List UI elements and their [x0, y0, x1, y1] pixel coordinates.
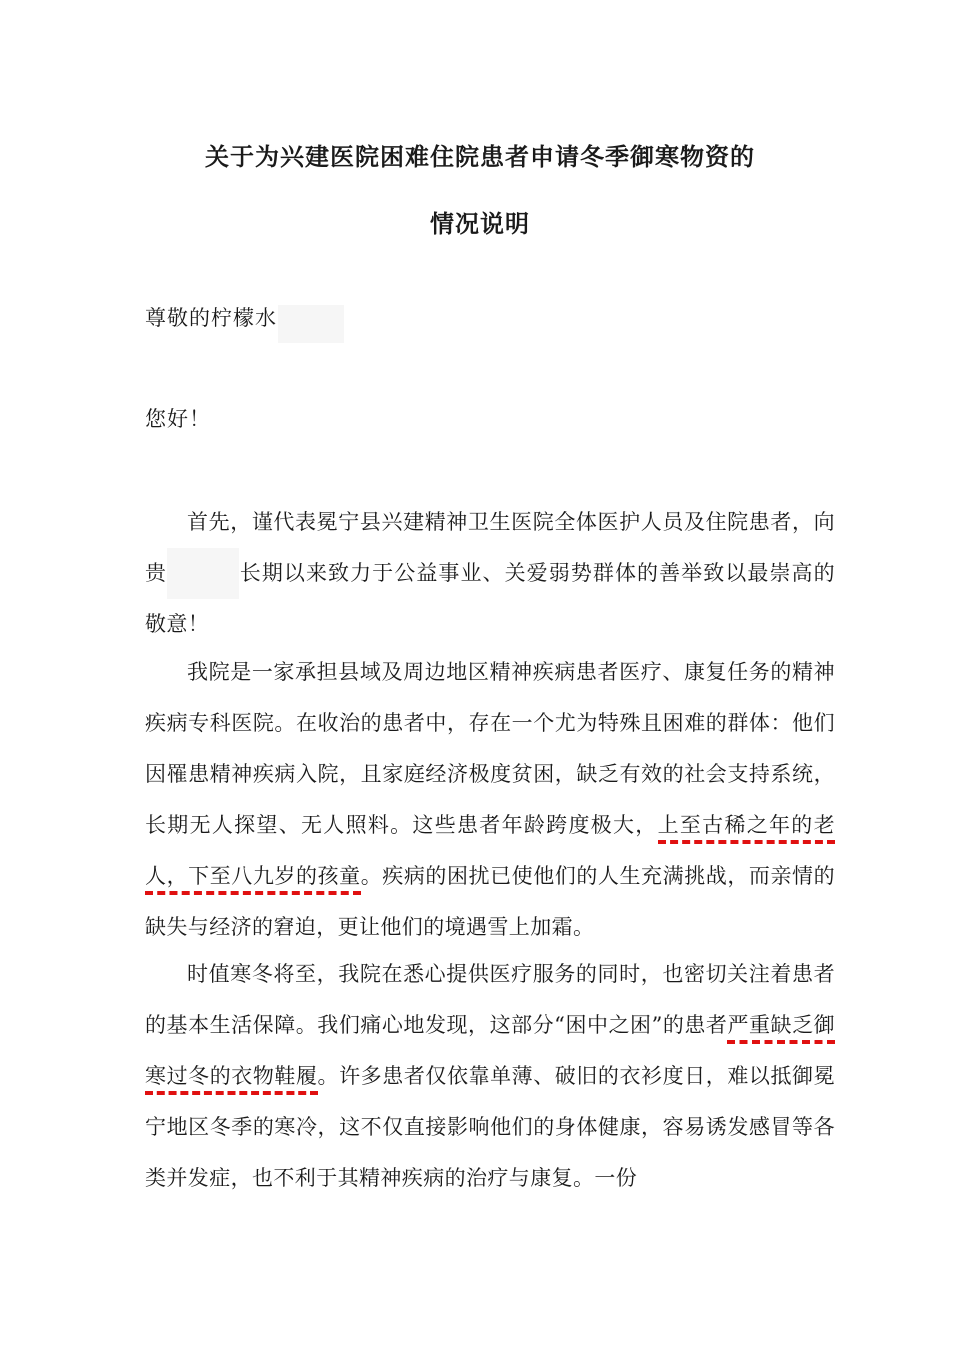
document-title-line1: 关于为兴建医院困难住院患者申请冬季御寒物资的 [205, 143, 755, 171]
paragraph-1-text-b: 长期以来致力于公益事业、关爱弱势群体的善举致以最崇高的敬意！ [145, 561, 835, 636]
paragraph-1-text-a: 首先，谨代表冕宁县兴建精神卫生医院全体医护人员及住院患者，向贵 [145, 510, 835, 585]
underlined-phrase: 上至古稀之年的老人，下至八九岁的孩童 [145, 813, 835, 895]
paragraph-1 [145, 497, 835, 650]
paragraph-2-text-b: 。疾病的困扰已使他们的人生充满挑战，而亲情的缺失与经济的窘迫，更让他们的境遇雪上加霜。 [145, 864, 835, 939]
paragraph-2-text-a: 我院是一家承担县域及周边地区精神疾病患者医疗、康复任务的精神疾病专科医院。在收治的患者中，存在一个尤为特殊且困难的群体：他们因罹患精神疾病入院，且家庭经济极度贫困，缺乏有效的社会支持系统，长期无人探望、无人照料。这些患者年龄跨度极大， [145, 660, 835, 837]
salutation: 尊敬的柠檬水 [145, 306, 277, 330]
paragraph-3-text-b: 。许多患者仅依靠单薄、破旧的衣衫度日，难以抵御冕宁地区冬季的寒冷，这不仅直接影响他们的身体健康，容易诱发感冒等各类并发症，也不利于其精神疾病的治疗与康复。一份 [145, 1064, 835, 1190]
paragraph-3-text-a: 时值寒冬将至，我院在悉心提供医疗服务的同时，也密切关注着患者的基本生活保障。我们痛心地发现，这部分“困中之困”的患者 [145, 962, 835, 1037]
paragraph-3 [145, 949, 835, 1204]
underlined-phrase: 严重缺乏御寒过冬的衣物鞋履 [145, 1013, 835, 1095]
paragraph-2 [145, 647, 835, 953]
document-title-line2: 情况说明 [430, 210, 530, 238]
redaction-block [278, 305, 344, 343]
redaction-block [167, 548, 239, 599]
greeting: 您好！ [145, 407, 211, 431]
